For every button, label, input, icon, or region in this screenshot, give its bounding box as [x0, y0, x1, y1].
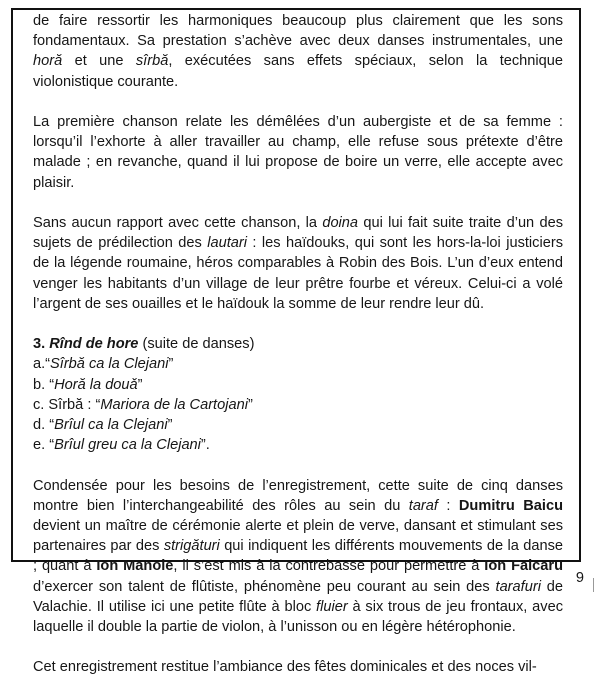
text-run	[96, 558, 173, 574]
text-run: devient un maître de cérémonie alerte et plein de verve, dansant et stimulant ses partenaires par des	[33, 518, 563, 555]
body-text	[33, 11, 563, 698]
text-run: c. Sîrbă : “	[33, 396, 101, 413]
text-run: et une	[62, 53, 136, 70]
text-run: à six trous de jeu frontaux, avec laquelle il double la partie de violon, à l’unisson ou en légère hétérophonie.	[33, 598, 563, 636]
italic-text: doina	[322, 215, 359, 231]
text-run: ”.	[200, 437, 210, 454]
paragraph-3	[33, 213, 563, 314]
list-item	[33, 354, 563, 374]
bold-text: Rînd de hore	[49, 336, 139, 353]
italic-text: Sîrbă ca la Clejani	[50, 356, 169, 373]
list-item	[33, 395, 563, 415]
italic-text: fluier	[316, 598, 348, 615]
text-run: qui lui fait suite traite d’un des sujets de prédilection des	[33, 215, 563, 252]
page-edge-line	[593, 578, 600, 592]
text-run: ”	[167, 417, 173, 434]
text-run: a.“	[33, 356, 51, 373]
text-run: Condensée pour les besoins de l’enregistrement, cette suite de cinq danses montre bien l’interchangeabilité des rôles au sein du	[33, 477, 563, 514]
italic-text: lautari	[207, 235, 247, 252]
text-run: ”	[247, 396, 253, 413]
text-run: d. “	[33, 417, 55, 434]
paragraph-1	[33, 11, 563, 92]
italic-text: tarafuri	[495, 578, 541, 595]
italic-text: Mariora de la Cartojani	[100, 396, 248, 413]
text-run: (suite de danses)	[138, 336, 255, 353]
text-run: qui indiquent les différents mouvements de la danse ; quant à	[33, 538, 563, 575]
list-item	[33, 415, 563, 435]
paragraph-2	[33, 112, 563, 193]
text-run: Cet enregistrement restitue l’ambiance des fêtes dominicales et des noces vil-	[33, 659, 537, 676]
paragraph-5	[33, 657, 563, 677]
bold-text: 3.	[33, 336, 50, 353]
text-run: d’exercer son talent de flûtiste, phénomène peu courant au sein des	[33, 578, 496, 595]
text-run: e. “	[33, 437, 55, 454]
list-item	[33, 375, 563, 395]
bold-text: Dumitru Baicu	[458, 497, 564, 514]
italic-text: Brîul ca la Clejani	[54, 417, 168, 434]
section-heading	[33, 334, 563, 354]
italic-text: sîrbă	[135, 53, 169, 70]
italic-text: strigături	[163, 538, 220, 555]
text-run: ”	[137, 376, 143, 393]
italic-text: Horă la douǎ	[54, 376, 138, 393]
list-item	[33, 435, 563, 455]
text-run: de Valachie. Il utilise ici une petite flûte à bloc	[33, 578, 564, 615]
text-run: , exécutées sans effets spéciaux, selon la technique violonistique courante.	[33, 53, 563, 90]
italic-text: Brîul greu ca la Clejani	[54, 437, 201, 454]
text-run	[49, 336, 138, 352]
dance-suite-section	[33, 334, 563, 455]
bold-text: Ion Falcaru	[484, 558, 563, 575]
text-run: La première chanson relate les démêlées d’un aubergiste et de sa femme : lorsqu’il l’exhorte à aller travailler au champ, elle refuse sous prétexte d’être malade ; en revanche, quand il lui propose de boire un verre, elle accepte avec plaisir.	[33, 114, 563, 191]
text-run	[459, 498, 563, 514]
text-run: ”	[168, 356, 174, 373]
text-run: Sans aucun rapport avec cette chanson, la	[33, 215, 323, 231]
page-number: 9	[575, 570, 584, 586]
text-run	[33, 336, 49, 352]
text-run: :	[437, 497, 459, 514]
text-run: de faire ressortir les harmoniques beaucoup plus clairement que les sons fondamentaux. Sa prestation s’achève avec deux danses instrumentales, une	[33, 13, 563, 50]
text-run: : les haïdouks, qui sont les hors-la-loi justiciers de la légende roumaine, héros comparables à Robin des Bois. L’un d’eux entend venger les habitants d’un village de leur prêtre fourbe et véreux. Celui-ci a volé l’argent de ses ouailles et le haïdouk la somme de leur rendre leur dû.	[33, 235, 563, 312]
paragraph-4	[33, 476, 563, 638]
text-run: b. “	[33, 376, 55, 393]
italic-text: horă	[33, 53, 63, 70]
text-run: , il s’est mis à la contrebasse pour permettre à	[173, 558, 485, 575]
text-run	[484, 558, 563, 574]
bold-text: Ion Manole	[96, 558, 174, 575]
italic-text: taraf	[408, 497, 438, 514]
